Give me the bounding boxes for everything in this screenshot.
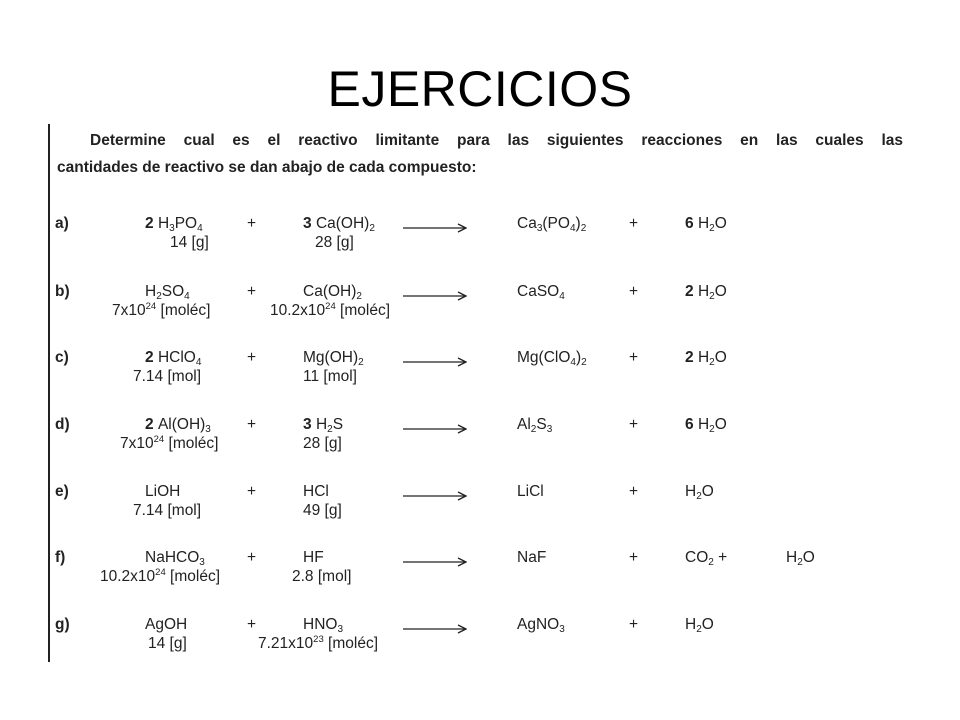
plus-sign: + <box>247 483 257 500</box>
coefficient: 2 <box>685 349 698 366</box>
formula: $H_2O$ <box>685 616 714 635</box>
formula: $HNO_3$ <box>303 616 344 635</box>
coefficient: 2 <box>145 349 158 366</box>
formula: $CO_2$ + <box>685 549 728 568</box>
coefficient: 2 <box>145 416 158 433</box>
reactant-2-quantity: $10.2x10^{24}$ [moléc] <box>270 301 391 319</box>
reactant-1-quantity: $7x10^{24}$ [moléc] <box>112 301 211 319</box>
reactant-1-quantity: 7.14 [mol] <box>133 368 202 385</box>
reactant-2 <box>303 416 343 434</box>
reaction-label: g) <box>55 616 70 633</box>
coefficient: 6 <box>685 215 698 232</box>
reactant-2 <box>303 349 364 367</box>
reaction-row <box>0 616 960 664</box>
product-3: $H_2O$ <box>786 549 815 568</box>
reactant-2-quantity: 11 [mol] <box>303 368 357 385</box>
product-1: CaSO$_4$ <box>517 283 565 302</box>
reactant-1-quantity: $7x10^{24}$ [moléc] <box>120 434 219 452</box>
plus-sign: + <box>247 416 257 433</box>
product-2 <box>685 616 714 634</box>
slide-title: EJERCICIOS <box>327 61 633 117</box>
reactant-2 <box>303 215 375 233</box>
formula: $Ca(OH)_2$ <box>303 283 362 302</box>
reaction-arrow-icon <box>403 557 467 567</box>
formula: NaHCO$_3$ <box>145 549 205 568</box>
reaction-row <box>0 416 960 464</box>
product-2 <box>685 349 727 367</box>
reactant-2-quantity: 49 [g] <box>303 502 342 519</box>
plus-sign: + <box>247 215 257 232</box>
reaction-label: b) <box>55 283 70 300</box>
plus-sign: + <box>629 283 639 300</box>
formula: $Ca(OH)_2$ <box>315 215 375 234</box>
reaction-arrow-icon <box>403 424 467 434</box>
reactant-1 <box>145 215 203 233</box>
coefficient: 2 <box>145 215 158 232</box>
reaction-row <box>0 283 960 331</box>
reaction-row <box>0 483 960 531</box>
formula: $H_2O$ <box>697 349 727 368</box>
reactant-1 <box>145 483 180 501</box>
product-1: NaF <box>517 549 547 566</box>
plus-sign: + <box>247 549 257 566</box>
formula: LiOH <box>145 483 181 500</box>
reaction-arrow-icon <box>403 223 467 233</box>
coefficient: 6 <box>685 416 698 433</box>
formula: $Al(OH)_3$ <box>157 416 211 435</box>
formula: $H_2O$ <box>697 283 727 302</box>
instructions-line-1: Determine cual es el reactivo limitante para las siguientes reacciones en las cuales las <box>90 132 903 149</box>
reactant-1 <box>145 349 201 367</box>
plus-sign: + <box>629 416 639 433</box>
reaction-label: a) <box>55 215 69 232</box>
plus-sign: + <box>629 616 639 633</box>
product-2 <box>685 416 727 434</box>
product-2 <box>685 283 727 301</box>
reaction-arrow-icon <box>403 491 467 501</box>
reaction-arrow-icon <box>403 357 467 367</box>
formula: $H_2O$ <box>697 215 727 234</box>
plus-sign: + <box>247 349 257 366</box>
reaction-label: f) <box>55 549 66 566</box>
formula: $H_2O$ <box>685 483 714 502</box>
reactant-2-quantity: 28 [g] <box>303 435 342 452</box>
plus-sign: + <box>629 349 639 366</box>
product-1: AgNO$_3$ <box>517 616 565 635</box>
product-1: LiCl <box>517 483 544 500</box>
reaction-label: d) <box>55 416 70 433</box>
formula: $H_2S$ <box>315 416 344 435</box>
formula: $H_2O$ <box>697 416 727 435</box>
reaction-row <box>0 349 960 397</box>
reactant-2-quantity: 2.8 [mol] <box>292 568 352 585</box>
product-1: $Mg(ClO_4)_2$ <box>517 349 587 368</box>
reactant-2-quantity: 28 [g] <box>315 234 354 251</box>
coefficient: 2 <box>685 283 698 300</box>
plus-sign: + <box>629 483 639 500</box>
reaction-row <box>0 549 960 597</box>
reactant-2 <box>303 616 343 634</box>
coefficient: 3 <box>303 215 316 232</box>
reactant-2 <box>303 549 324 567</box>
plus-sign: + <box>629 215 639 232</box>
reactant-1-quantity: 14 [g] <box>148 635 187 652</box>
reactant-1 <box>145 416 211 434</box>
reaction-label: c) <box>55 349 69 366</box>
reactant-1-quantity: 7.14 [mol] <box>133 502 202 519</box>
reaction-arrow-icon <box>403 624 467 634</box>
plus-sign: + <box>629 549 639 566</box>
reaction-arrow-icon <box>403 291 467 301</box>
formula: $H_3PO_4$ <box>157 215 203 234</box>
product-1: $Ca_3(PO_4)_2$ <box>517 215 587 234</box>
reactant-1 <box>145 549 205 567</box>
reactant-2 <box>303 483 329 501</box>
reactant-1-quantity: $10.2x10^{24}$ [moléc] <box>100 567 221 585</box>
formula: AgOH <box>145 616 188 633</box>
reactant-2 <box>303 283 362 301</box>
formula: HF <box>303 549 324 566</box>
instructions-line-2: cantidades de reactivo se dan abajo de cada compuesto: <box>57 159 477 176</box>
plus-sign: + <box>247 616 257 633</box>
product-2 <box>685 215 727 233</box>
formula: HClO$_4$ <box>157 349 202 368</box>
product-2 <box>685 483 714 501</box>
product-2 <box>685 549 727 567</box>
reactant-1 <box>145 283 190 301</box>
coefficient: 3 <box>303 416 316 433</box>
formula: $Mg(OH)_2$ <box>303 349 364 368</box>
formula: $H_2SO_4$ <box>145 283 190 302</box>
product-1: $Al_2S_3$ <box>517 416 553 435</box>
reaction-row <box>0 215 960 263</box>
reactant-2-quantity: $7.21x10^{23}$ [moléc] <box>258 634 379 652</box>
reactant-1-quantity: 14 [g] <box>170 234 209 251</box>
formula: HCl <box>303 483 329 500</box>
plus-sign: + <box>247 283 257 300</box>
reactant-1 <box>145 616 187 634</box>
reaction-label: e) <box>55 483 69 500</box>
